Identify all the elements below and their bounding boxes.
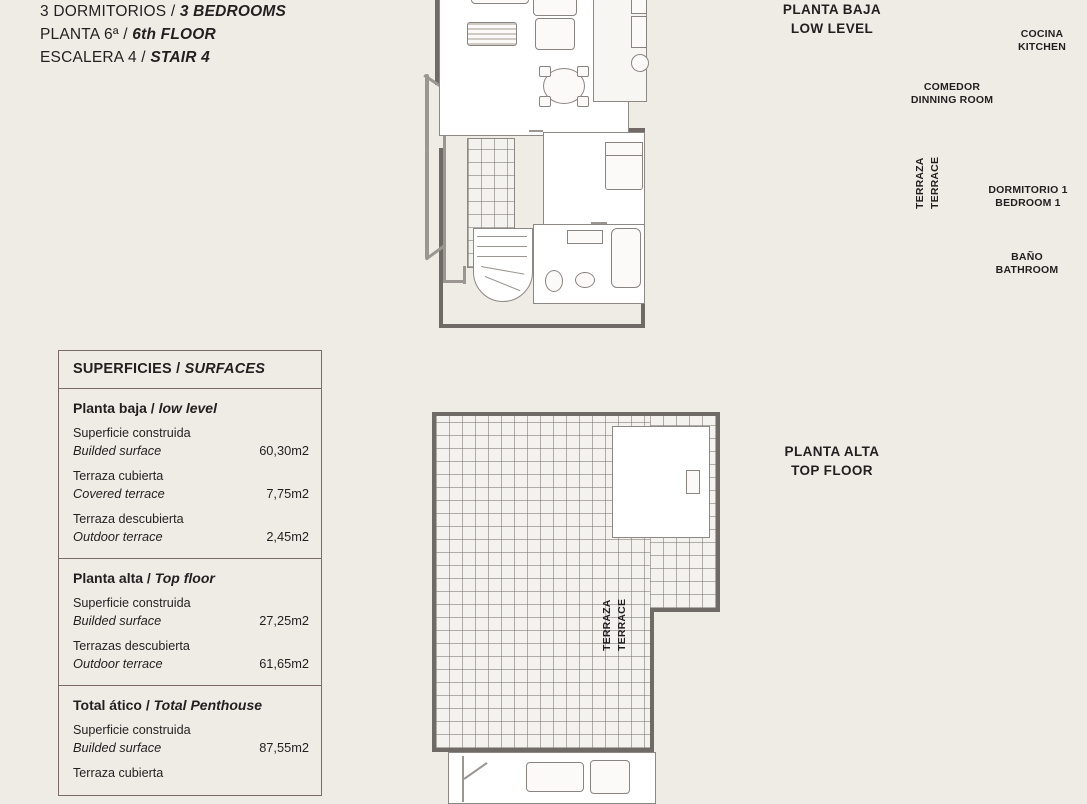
surfaces-row-label-es: Superficie construida bbox=[73, 426, 191, 440]
rooftop-unit-icon bbox=[686, 470, 700, 494]
label-terrace-top bbox=[601, 589, 614, 661]
surfaces-row-value: 7,75m2 bbox=[266, 486, 309, 501]
surfaces-row-label-es: Superficie construida bbox=[73, 596, 191, 610]
surfaces-section-top-floor bbox=[59, 559, 321, 686]
surfaces-row-label-en: Outdoor terrace bbox=[73, 656, 163, 671]
label-bedroom-1-en: BEDROOM 1 bbox=[995, 196, 1061, 209]
header-line-stair-es: ESCALERA 4 bbox=[40, 49, 137, 66]
surfaces-section-top-floor-title bbox=[73, 570, 309, 586]
label-dinning bbox=[887, 81, 1017, 106]
door-opening bbox=[591, 222, 607, 224]
armchair-icon bbox=[590, 760, 630, 794]
label-terrace-low bbox=[914, 147, 927, 219]
label-terrace-top-2 bbox=[616, 589, 629, 661]
surfaces-row bbox=[73, 765, 309, 782]
caption-top-floor-en: TOP FLOOR bbox=[791, 463, 873, 478]
label-terrace-top-es: TERRAZA bbox=[601, 599, 613, 651]
plan-header bbox=[40, 0, 460, 69]
label-terrace-top-en: TERRACE bbox=[616, 598, 628, 652]
surfaces-row-label-es: Superficie construida bbox=[73, 723, 191, 737]
caption-low-level-es: PLANTA BAJA bbox=[782, 2, 882, 17]
surfaces-section-low-level-title bbox=[73, 400, 309, 416]
surfaces-section-top-floor-title-sep: / bbox=[143, 570, 155, 586]
surfaces-title-en: SURFACES bbox=[184, 361, 266, 377]
wall-segment bbox=[650, 608, 720, 612]
chair-icon bbox=[577, 66, 589, 77]
surfaces-section-low-level-title-sep: / bbox=[146, 400, 159, 416]
door-opening bbox=[529, 130, 543, 132]
kitchen-appliance bbox=[631, 16, 647, 48]
caption-top-floor-es: PLANTA ALTA bbox=[784, 444, 880, 459]
surfaces-row bbox=[73, 425, 309, 459]
wall-segment bbox=[439, 324, 645, 328]
label-bedroom-1 bbox=[973, 184, 1083, 209]
header-line-stair-en: STAIR 4 bbox=[150, 49, 210, 66]
label-kitchen bbox=[997, 28, 1087, 53]
kitchen-sink-icon bbox=[631, 54, 649, 72]
header-line-stair-sep: / bbox=[136, 49, 151, 66]
vanity-icon bbox=[567, 230, 603, 244]
surfaces-row-label-en: Builded surface bbox=[73, 740, 162, 755]
surfaces-row bbox=[73, 638, 309, 672]
label-kitchen-es: COCINA bbox=[1020, 28, 1064, 40]
surfaces-section-total-penthouse bbox=[59, 686, 321, 795]
rug-icon bbox=[467, 22, 517, 46]
wall-segment bbox=[716, 412, 720, 612]
caption-low-level bbox=[757, 0, 907, 38]
surfaces-row-label-es: Terraza descubierta bbox=[73, 512, 184, 526]
surfaces-row-value: 87,55m2 bbox=[259, 740, 309, 755]
surfaces-title-sep: / bbox=[171, 361, 185, 377]
surfaces-section-total-penthouse-title-sep: / bbox=[141, 697, 154, 713]
label-dinning-es: COMEDOR bbox=[923, 81, 981, 93]
surfaces-row-label-en: Outdoor terrace bbox=[73, 529, 163, 544]
surfaces-row-value: 60,30m2 bbox=[259, 443, 309, 458]
surfaces-table-header bbox=[59, 351, 321, 389]
sink-icon bbox=[575, 272, 595, 288]
label-dinning-en: DINNING ROOM bbox=[910, 93, 994, 106]
surfaces-section-top-floor-title-en: Top floor bbox=[154, 570, 215, 586]
armchair-icon bbox=[535, 18, 575, 50]
surfaces-row-label-en: Builded surface bbox=[73, 613, 162, 628]
balcony-edge bbox=[425, 150, 429, 260]
surfaces-row-label-es: Terraza cubierta bbox=[73, 469, 164, 483]
header-line-floor-sep: / bbox=[118, 26, 133, 43]
stair-step bbox=[477, 246, 527, 247]
staircase bbox=[473, 228, 533, 302]
surfaces-section-low-level-title-es: Planta baja bbox=[73, 400, 147, 416]
surfaces-row-label-en: Builded surface bbox=[73, 443, 162, 458]
label-bathroom-es: BAÑO bbox=[1011, 251, 1043, 263]
chair-icon bbox=[539, 96, 551, 107]
sofa-icon bbox=[471, 0, 529, 4]
surfaces-row-label-en: Covered terrace bbox=[73, 486, 165, 501]
header-line-floor bbox=[40, 23, 460, 46]
surfaces-row bbox=[73, 595, 309, 629]
chair-icon bbox=[539, 66, 551, 77]
balcony-edge bbox=[443, 280, 465, 283]
surfaces-section-total-penthouse-title-en: Total Penthouse bbox=[153, 697, 263, 713]
surfaces-section-top-floor-title-es: Planta alta bbox=[73, 570, 144, 586]
surfaces-row bbox=[73, 722, 309, 756]
surfaces-row-label-es: Terraza cubierta bbox=[73, 766, 164, 780]
caption-top-floor bbox=[757, 442, 907, 480]
balcony-edge bbox=[463, 266, 466, 284]
header-line-floor-en: 6th FLOOR bbox=[132, 26, 216, 43]
surfaces-table bbox=[58, 350, 322, 796]
label-bathroom-en: BATHROOM bbox=[995, 263, 1059, 276]
sofa-icon bbox=[526, 762, 584, 792]
chair-icon bbox=[577, 96, 589, 107]
surfaces-row-label-es: Terrazas descubierta bbox=[73, 639, 190, 653]
bed-headboard-icon bbox=[605, 142, 643, 156]
caption-low-level-en: LOW LEVEL bbox=[790, 21, 874, 36]
kitchen-counter bbox=[631, 0, 647, 14]
surfaces-section-low-level-title-en: low level bbox=[158, 400, 217, 416]
header-line-bedrooms bbox=[40, 0, 460, 23]
stair-step bbox=[477, 236, 527, 237]
bathtub-icon bbox=[611, 228, 641, 288]
label-bedroom-1-es: DORMITORIO 1 bbox=[988, 184, 1068, 196]
header-line-floor-es: PLANTA 6ª bbox=[40, 26, 119, 43]
floorplan-top-floor bbox=[422, 412, 742, 802]
surfaces-section-total-penthouse-title bbox=[73, 697, 309, 713]
label-bathroom bbox=[977, 251, 1077, 276]
stair-step bbox=[477, 256, 527, 257]
balcony-edge bbox=[425, 74, 429, 152]
surfaces-section-low-level bbox=[59, 389, 321, 559]
surfaces-row-value: 2,45m2 bbox=[266, 529, 309, 544]
surfaces-row-value: 61,65m2 bbox=[259, 656, 309, 671]
header-line-bedrooms-en: 3 BEDROOMS bbox=[179, 3, 287, 20]
label-terrace-low-2 bbox=[929, 147, 942, 219]
surfaces-title-es: SUPERFICIES bbox=[73, 361, 172, 377]
header-line-bedrooms-es: 3 DORMITORIOS bbox=[40, 3, 167, 20]
header-line-bedrooms-sep: / bbox=[166, 3, 180, 20]
surfaces-row bbox=[73, 511, 309, 545]
toilet-icon bbox=[545, 270, 563, 292]
armchair-icon bbox=[533, 0, 577, 16]
surfaces-row-value: 27,25m2 bbox=[259, 613, 309, 628]
surfaces-row bbox=[73, 468, 309, 502]
label-terrace-low-en: TERRACE bbox=[929, 156, 941, 210]
label-kitchen-en: KITCHEN bbox=[1017, 40, 1067, 53]
surfaces-section-total-penthouse-title-es: Total ático bbox=[73, 697, 142, 713]
header-line-stair bbox=[40, 46, 460, 69]
label-terrace-low-es: TERRAZA bbox=[914, 157, 926, 209]
